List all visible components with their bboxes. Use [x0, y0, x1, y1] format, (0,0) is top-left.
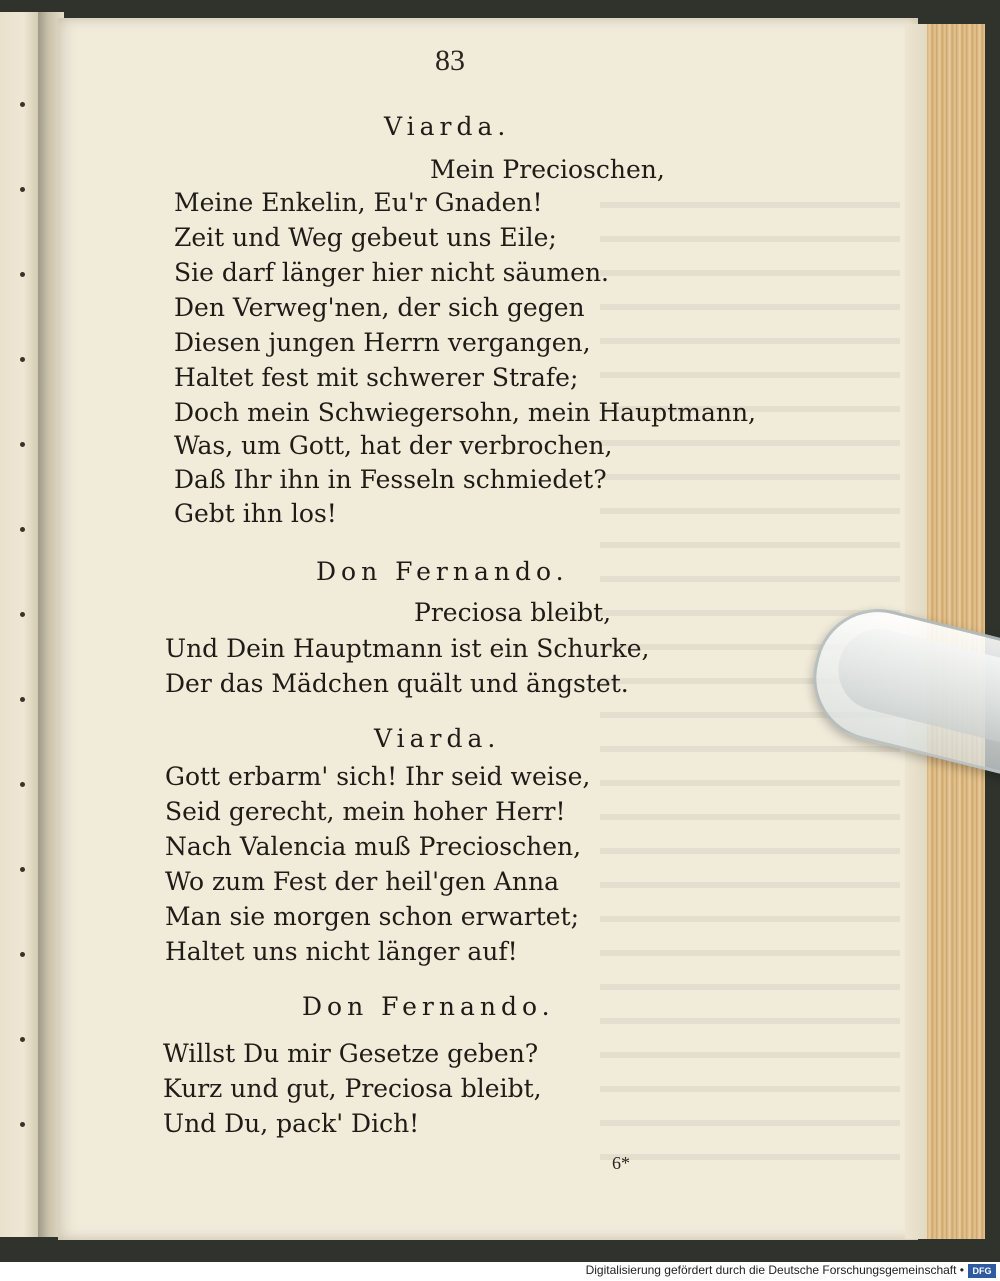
verse-line: Und Dein Hauptmann ist ein Schurke,	[165, 634, 650, 663]
verse-line: Man sie morgen schon erwartet;	[165, 902, 580, 931]
verse-line: Sie darf länger hier nicht säumen.	[174, 258, 609, 287]
verse-line: Daß Ihr ihn in Fesseln schmiedet?	[174, 465, 607, 494]
dfg-logo: DFG	[968, 1264, 996, 1278]
verse-line: Meine Enkelin, Eu'r Gnaden!	[174, 188, 543, 217]
footer-credit: Digitalisierung gefördert durch die Deutsche Forschungsgemeinschaft •	[585, 1263, 964, 1277]
verse-line: Was, um Gott, hat der verbrochen,	[174, 431, 613, 460]
verse-line: Wo zum Fest der heil'gen Anna	[165, 867, 559, 896]
speaker-don-fernando: Don Fernando.	[302, 992, 555, 1021]
verse-line: Diesen jungen Herrn vergangen,	[174, 328, 591, 357]
verse-line: Mein Precioschen,	[430, 155, 665, 184]
signature-mark: 6*	[612, 1153, 630, 1173]
speaker-viarda: Viarda.	[384, 112, 511, 141]
verse-line: Haltet fest mit schwerer Strafe;	[174, 363, 579, 392]
verse-line: Willst Du mir Gesetze geben?	[163, 1039, 539, 1068]
verse-line: Kurz und gut, Preciosa bleibt,	[163, 1074, 542, 1103]
speaker-don-fernando: Don Fernando.	[316, 557, 569, 586]
verse-line: Gott erbarm' sich! Ihr seid weise,	[165, 762, 591, 791]
verse-line: Den Verweg'nen, der sich gegen	[174, 293, 585, 322]
verse-line: Haltet uns nicht länger auf!	[165, 937, 518, 966]
verse-line: Und Du, pack' Dich!	[163, 1109, 420, 1138]
speaker-viarda: Viarda.	[374, 724, 501, 753]
verse-line: Zeit und Weg gebeut uns Eile;	[174, 223, 557, 252]
verse-line: Der das Mädchen quält und ängstet.	[165, 669, 629, 698]
verse-line: Seid gerecht, mein hoher Herr!	[165, 797, 566, 826]
verse-line: Doch mein Schwiegersohn, mein Hauptmann,	[174, 398, 756, 427]
verse-line: Nach Valencia muß Precioschen,	[165, 832, 582, 861]
page-number: 83	[435, 44, 465, 77]
verse-line: Preciosa bleibt,	[414, 598, 612, 627]
verse-line: Gebt ihn los!	[174, 499, 337, 528]
